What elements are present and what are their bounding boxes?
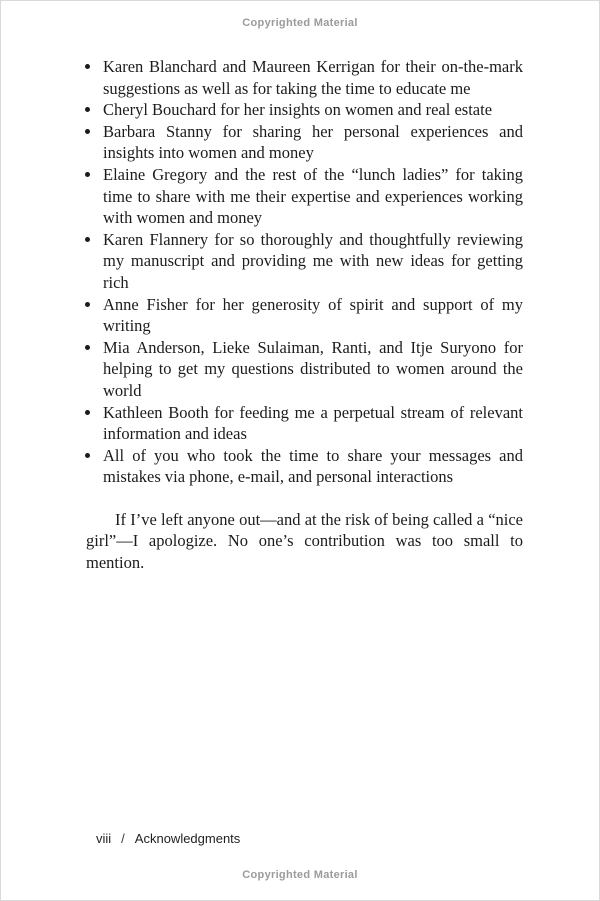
list-item: • Elaine Gregory and the rest of the “lunch ladies” for taking time to share with me their expertise and experiences working with women and money xyxy=(102,164,523,229)
list-item: • Karen Blanchard and Maureen Kerrigan for their on-the-mark suggestions as well as for taking the time to educate me xyxy=(102,56,523,99)
copyright-notice-top: Copyrighted Material xyxy=(242,17,358,29)
page-content xyxy=(86,56,523,574)
list-item: • Anne Fisher for her generosity of spirit and support of my writing xyxy=(102,294,523,337)
page-footer xyxy=(96,831,240,846)
list-item: • Karen Flannery for so thoroughly and thoughtfully reviewing my manuscript and providing me with new ideas for getting rich xyxy=(102,229,523,294)
list-item: • Mia Anderson, Lieke Sulaiman, Ranti, and Itje Suryono for helping to get my questions distributed to women around the world xyxy=(102,337,523,402)
list-item: • Cheryl Bouchard for her insights on women and real estate xyxy=(102,99,523,121)
list-item: • Barbara Stanny for sharing her personal experiences and insights into women and money xyxy=(102,121,523,164)
folio-page-number: viii xyxy=(96,831,112,846)
list-item: • All of you who took the time to share your messages and mistakes via phone, e-mail, and personal interactions xyxy=(102,445,523,488)
folio-section-title: Acknowledgments xyxy=(134,831,241,846)
copyright-notice-bottom: Copyrighted Material xyxy=(242,869,358,881)
acknowledgments-list xyxy=(86,56,523,488)
folio-separator: / xyxy=(121,831,125,846)
closing-paragraph: If I’ve left anyone out—and at the risk of being called a “nice girl”—I apologize. No one’s contribution was too small to mention. xyxy=(86,509,523,573)
list-item: • Kathleen Booth for feeding me a perpetual stream of relevant information and ideas xyxy=(102,402,523,445)
